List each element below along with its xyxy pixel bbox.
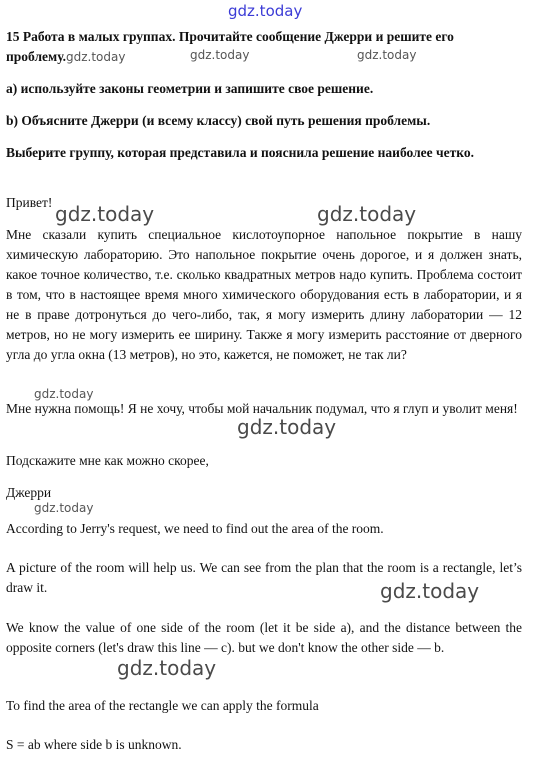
task-item-a: a) используйте законы геометрии и запишите свое решение. [6,81,374,96]
watermark-heading-2: gdz.today [190,48,250,62]
answer-paragraph-5: S = ab where side b is unknown. [6,737,182,752]
letter-help: Мне нужна помощь! Я не хочу, чтобы мой начальник подумал, что я глуп и уволит меня! [6,401,518,416]
answer-paragraph-1: According to Jerry's request, we need to find out the area of the room. [6,521,384,536]
watermark-large-5: gdz.today [117,656,217,680]
letter-greeting: Привет! [6,195,53,210]
watermark-small-1: gdz.today [34,387,94,401]
task-item-b: b) Объясните Джерри (и всему классу) свой путь решения проблемы. [6,113,431,128]
task-item-c: Выберите группу, которая представила и пояснила решение наиболее четко. [6,145,474,160]
task-heading-line2: проблему. [6,49,66,64]
task-heading-line1: 15 Работа в малых группах. Прочитайте сообщение Джерри и решите его [6,29,454,44]
watermark-top: gdz.today [228,2,303,20]
answer-paragraph-4: To find the area of the rectangle we can apply the formula [6,698,319,713]
watermark-large-3: gdz.today [237,415,337,439]
answer-paragraph-3: We know the value of one side of the room (let it be side a), and the distance between the opposite corners (let's draw this line — c). but we don't know the other side — b. [6,620,522,655]
watermark-large-4: gdz.today [380,579,480,603]
letter-request: Подскажите мне как можно скорее, [6,453,209,468]
watermark-inline-1: gdz.today [66,50,126,64]
watermark-heading-3: gdz.today [357,48,417,62]
answer-paragraph-2: A picture of the room will help us. We can see from the plan that the room is a rectangle, let’s draw it. [6,560,522,595]
watermark-large-2: gdz.today [317,202,417,226]
task-heading [6,27,522,67]
letter-signature: Джерри [6,485,52,500]
watermark-large-1: gdz.today [55,202,155,226]
letter-body: Мне сказали купить специальное кислотоупорное напольное покрытие в нашу химическую лабораторию. Это напольное покрытие очень дорогое, и я должен знать, какое точное количество, т.е. сколько квадратных метров надо купить. Проблема состоит в том, что в настоящее время много химического оборудования есть в лаборатории, и я не в праве дотронуться до чего-либо, так, я могу измерить длину лаборатории — 12 метров, но не могу измерить ее ширину. Также я могу измерить расстояние от дверного угла до угла окна (13 метров), но это, кажется, не поможет, не так ли? [6,227,522,362]
watermark-small-2: gdz.today [34,501,94,515]
